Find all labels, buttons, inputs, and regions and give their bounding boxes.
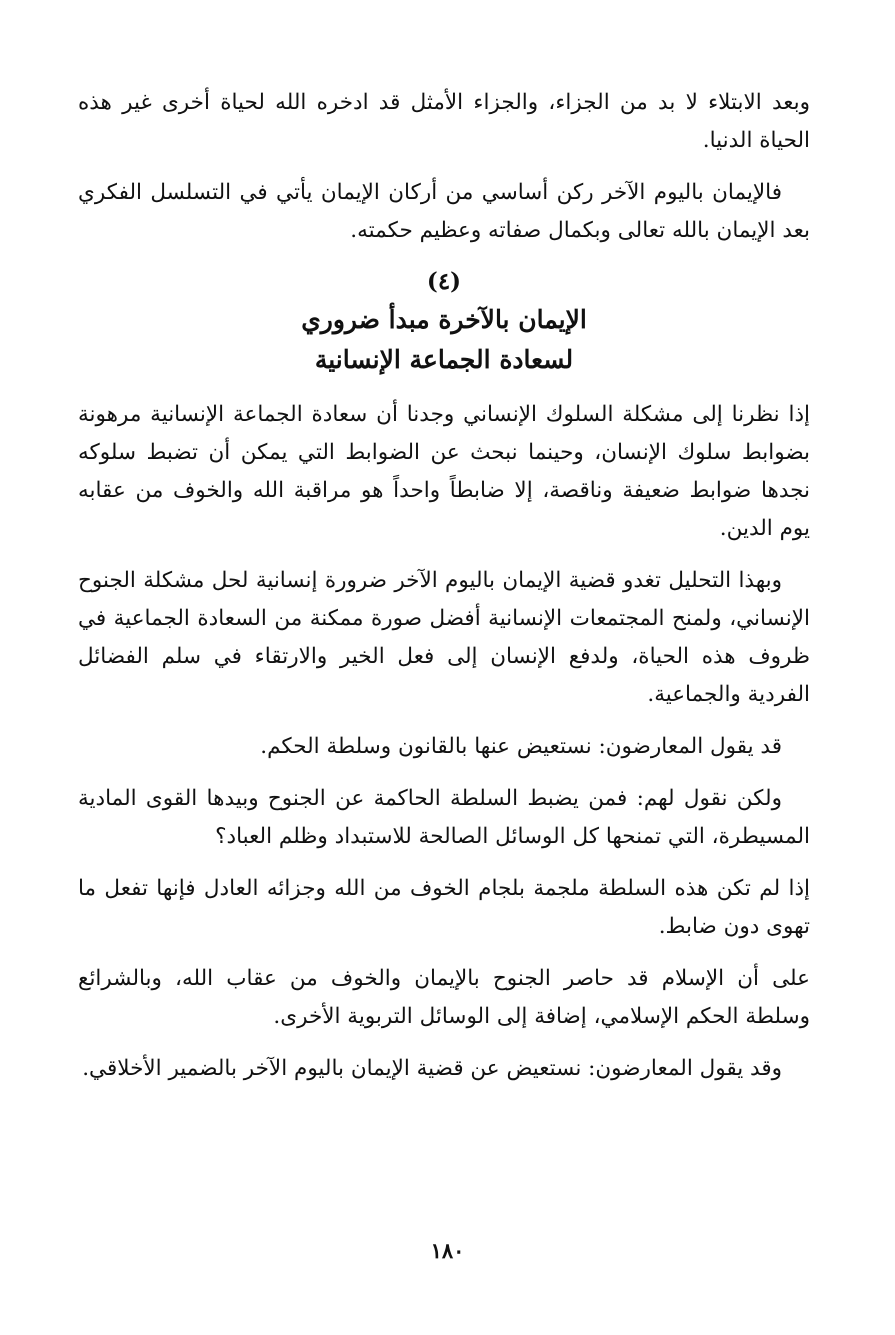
paragraph-9: وقد يقول المعارضون: نستعيض عن قضية الإيمان باليوم الآخر بالضمير الأخلاقي. bbox=[82, 1056, 782, 1081]
section-title-line-1: الإيمان بالآخرة مبدأ ضروري bbox=[301, 305, 587, 334]
section-heading bbox=[78, 264, 810, 380]
section-number: (٤) bbox=[426, 268, 462, 295]
page-number: ١٨٠ bbox=[430, 1238, 465, 1263]
paragraph-2: فالإيمان باليوم الآخر ركن أساسي من أركان الإيمان يأتي في التسلسل الفكري بعد الإيمان بالله تعالى وبكمال صفاته وعظيم حكمته. bbox=[78, 180, 810, 243]
paragraph-1: وبعد الابتلاء لا بد من الجزاء، والجزاء الأمثل قد ادخره الله لحياة أخرى غير هذه الحياة الدنيا. bbox=[78, 90, 810, 153]
paragraph-4: وبهذا التحليل تغدو قضية الإيمان باليوم الآخر ضرورة إنسانية لحل مشكلة الجنوح الإنساني، ولمنح المجتمعات الإنسانية أفضل صورة ممكنة من السعادة الجماعية في ظروف هذه الحياة، ولدفع الإنسان إلى فعل الخير والارتقاء في سلم الفضائل الفردية والجماعية. bbox=[78, 568, 810, 707]
paragraph-8: على أن الإسلام قد حاصر الجنوح بالإيمان والخوف من عقاب الله، وبالشرائع وسلطة الحكم الإسلامي، إضافة إلى الوسائل التربوية الأخرى. bbox=[78, 966, 810, 1029]
paragraph-6: ولكن نقول لهم: فمن يضبط السلطة الحاكمة عن الجنوح وبيدها القوى المادية المسيطرة، التي تمنحها كل الوسائل الصالحة للاستبداد وظلم العباد؟ bbox=[78, 786, 810, 849]
paragraph-5: قد يقول المعارضون: نستعيض عنها بالقانون وسلطة الحكم. bbox=[260, 734, 782, 759]
page-body bbox=[78, 84, 810, 1102]
section-title-line-2: لسعادة الجماعة الإنسانية bbox=[314, 345, 574, 374]
paragraph-3: إذا نظرنا إلى مشكلة السلوك الإنساني وجدنا أن سعادة الجماعة الإنسانية مرهونة بضوابط سلوك الإنسان، وحينما نبحث عن الضوابط التي يمكن أن تضبط سلوكه نجدها ضوابط ضعيفة وناقصة، إلا ضابطاً واحداً هو مراقبة الله والخوف من عقابه يوم الدين. bbox=[78, 402, 810, 541]
paragraph-7: إذا لم تكن هذه السلطة ملجمة بلجام الخوف من الله وجزائه العادل فإنها تفعل ما تهوى دون ضابط. bbox=[78, 876, 810, 939]
